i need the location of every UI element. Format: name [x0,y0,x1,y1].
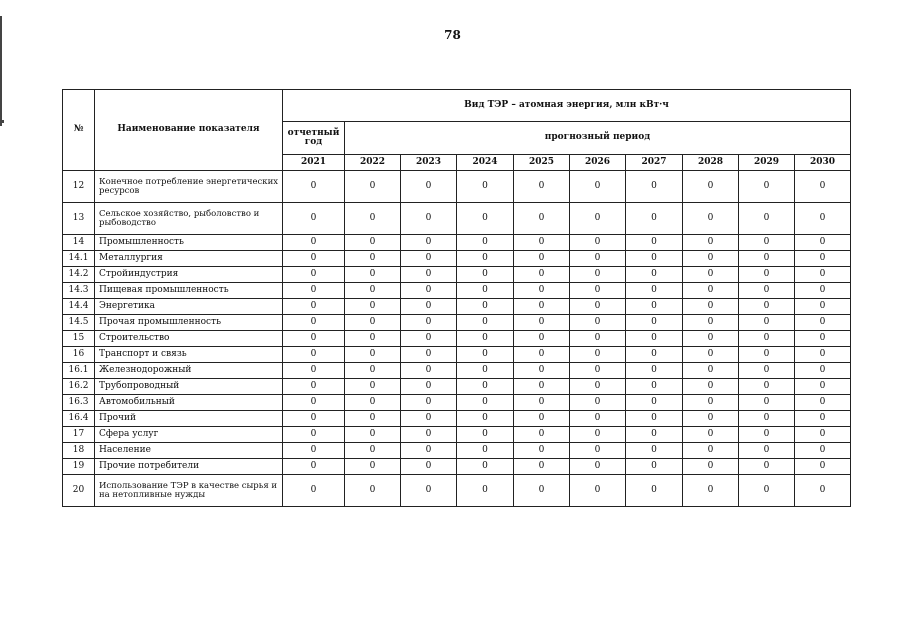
col-header-number: № [63,90,95,171]
value-cell-2022: 0 [345,251,401,267]
table-row [63,347,851,363]
row-label: Промышленность [95,235,283,251]
value-cell-2026: 0 [570,235,626,251]
value-cell-2029: 0 [739,267,795,283]
row-label: Прочий [95,411,283,427]
value-cell-2028: 0 [683,379,739,395]
value-cell-2030: 0 [795,171,851,203]
value-cell-2029: 0 [739,411,795,427]
value-cell-2027: 0 [626,363,683,379]
value-cell-2027: 0 [626,459,683,475]
value-cell-2030: 0 [795,235,851,251]
value-cell-2021: 0 [283,395,345,411]
value-cell-2027: 0 [626,283,683,299]
scan-mark [0,16,2,126]
value-cell-2025: 0 [514,443,570,459]
value-cell-2026: 0 [570,395,626,411]
table-row [63,411,851,427]
value-cell-2024: 0 [457,347,514,363]
row-number: 16.4 [63,411,95,427]
table-body [63,171,851,507]
value-cell-2023: 0 [401,267,457,283]
value-cell-2021: 0 [283,475,345,507]
value-cell-2028: 0 [683,475,739,507]
value-cell-2024: 0 [457,443,514,459]
value-cell-2024: 0 [457,203,514,235]
year-header-2029: 2029 [739,155,795,171]
value-cell-2022: 0 [345,379,401,395]
value-cell-2029: 0 [739,331,795,347]
row-label: Сельское хозяйство, рыболовство и рыбоводство [95,203,283,235]
value-cell-2025: 0 [514,203,570,235]
value-cell-2025: 0 [514,171,570,203]
value-cell-2029: 0 [739,443,795,459]
value-cell-2023: 0 [401,443,457,459]
value-cell-2029: 0 [739,363,795,379]
value-cell-2029: 0 [739,347,795,363]
year-header-2025: 2025 [514,155,570,171]
value-cell-2028: 0 [683,363,739,379]
table-row [63,379,851,395]
value-cell-2026: 0 [570,203,626,235]
row-number: 16 [63,347,95,363]
row-number: 14.2 [63,267,95,283]
value-cell-2028: 0 [683,299,739,315]
row-number: 16.1 [63,363,95,379]
value-cell-2028: 0 [683,443,739,459]
value-cell-2021: 0 [283,443,345,459]
value-cell-2025: 0 [514,347,570,363]
value-cell-2025: 0 [514,379,570,395]
forecast-period-header: прогнозный период [345,122,851,155]
value-cell-2030: 0 [795,299,851,315]
value-cell-2030: 0 [795,427,851,443]
value-cell-2024: 0 [457,427,514,443]
row-label: Транспорт и связь [95,347,283,363]
value-cell-2022: 0 [345,411,401,427]
value-cell-2024: 0 [457,251,514,267]
value-cell-2030: 0 [795,283,851,299]
value-cell-2025: 0 [514,315,570,331]
value-cell-2021: 0 [283,331,345,347]
value-cell-2022: 0 [345,331,401,347]
value-cell-2025: 0 [514,331,570,347]
year-header-2024: 2024 [457,155,514,171]
row-label: Трубопроводный [95,379,283,395]
value-cell-2022: 0 [345,267,401,283]
row-number: 14.3 [63,283,95,299]
value-cell-2024: 0 [457,363,514,379]
value-cell-2028: 0 [683,427,739,443]
value-cell-2023: 0 [401,379,457,395]
value-cell-2021: 0 [283,235,345,251]
value-cell-2027: 0 [626,411,683,427]
value-cell-2021: 0 [283,459,345,475]
value-cell-2026: 0 [570,459,626,475]
value-cell-2024: 0 [457,315,514,331]
table-row [63,251,851,267]
value-cell-2021: 0 [283,171,345,203]
value-cell-2024: 0 [457,235,514,251]
value-cell-2028: 0 [683,203,739,235]
value-cell-2023: 0 [401,299,457,315]
value-cell-2030: 0 [795,251,851,267]
value-cell-2029: 0 [739,299,795,315]
row-number: 17 [63,427,95,443]
value-cell-2029: 0 [739,395,795,411]
value-cell-2023: 0 [401,171,457,203]
value-cell-2030: 0 [795,203,851,235]
value-cell-2025: 0 [514,459,570,475]
value-cell-2029: 0 [739,203,795,235]
value-cell-2022: 0 [345,459,401,475]
year-header-2026: 2026 [570,155,626,171]
value-cell-2027: 0 [626,171,683,203]
year-header-2022: 2022 [345,155,401,171]
value-cell-2029: 0 [739,171,795,203]
value-cell-2024: 0 [457,283,514,299]
value-cell-2028: 0 [683,331,739,347]
value-cell-2029: 0 [739,427,795,443]
value-cell-2021: 0 [283,299,345,315]
row-number: 12 [63,171,95,203]
value-cell-2028: 0 [683,171,739,203]
row-number: 14 [63,235,95,251]
value-cell-2026: 0 [570,299,626,315]
row-label: Использование ТЭР в качестве сырья и на нетопливные нужды [95,475,283,507]
value-cell-2025: 0 [514,363,570,379]
row-number: 13 [63,203,95,235]
value-cell-2023: 0 [401,459,457,475]
value-cell-2025: 0 [514,283,570,299]
value-cell-2027: 0 [626,427,683,443]
value-cell-2029: 0 [739,315,795,331]
value-cell-2024: 0 [457,379,514,395]
value-cell-2030: 0 [795,267,851,283]
value-cell-2024: 0 [457,411,514,427]
value-cell-2027: 0 [626,267,683,283]
value-cell-2022: 0 [345,443,401,459]
data-table [62,89,851,507]
value-cell-2021: 0 [283,347,345,363]
row-label: Конечное потребление энергетических ресурсов [95,171,283,203]
table-row [63,203,851,235]
table-row [63,331,851,347]
page-number: 78 [444,28,461,42]
value-cell-2026: 0 [570,171,626,203]
row-label: Железнодорожный [95,363,283,379]
value-cell-2021: 0 [283,427,345,443]
value-cell-2027: 0 [626,235,683,251]
value-cell-2028: 0 [683,315,739,331]
value-cell-2024: 0 [457,171,514,203]
value-cell-2026: 0 [570,331,626,347]
value-cell-2022: 0 [345,235,401,251]
value-cell-2030: 0 [795,443,851,459]
value-cell-2022: 0 [345,347,401,363]
row-label: Автомобильный [95,395,283,411]
value-cell-2027: 0 [626,315,683,331]
value-cell-2026: 0 [570,315,626,331]
value-cell-2028: 0 [683,235,739,251]
value-cell-2022: 0 [345,299,401,315]
value-cell-2024: 0 [457,459,514,475]
year-header-2027: 2027 [626,155,683,171]
value-cell-2025: 0 [514,411,570,427]
value-cell-2029: 0 [739,379,795,395]
value-cell-2021: 0 [283,251,345,267]
value-cell-2021: 0 [283,283,345,299]
value-cell-2024: 0 [457,299,514,315]
value-cell-2023: 0 [401,475,457,507]
value-cell-2027: 0 [626,443,683,459]
value-cell-2026: 0 [570,379,626,395]
value-cell-2023: 0 [401,395,457,411]
table-row [63,299,851,315]
value-cell-2030: 0 [795,395,851,411]
value-cell-2022: 0 [345,283,401,299]
value-cell-2026: 0 [570,283,626,299]
table-row [63,283,851,299]
value-cell-2024: 0 [457,331,514,347]
value-cell-2028: 0 [683,267,739,283]
value-cell-2023: 0 [401,283,457,299]
value-cell-2024: 0 [457,267,514,283]
scan-mark [0,120,4,123]
table-row [63,459,851,475]
table-row [63,395,851,411]
value-cell-2024: 0 [457,475,514,507]
value-cell-2025: 0 [514,475,570,507]
value-cell-2026: 0 [570,411,626,427]
row-label: Металлургия [95,251,283,267]
row-number: 15 [63,331,95,347]
value-cell-2029: 0 [739,475,795,507]
value-cell-2025: 0 [514,395,570,411]
value-cell-2028: 0 [683,459,739,475]
value-cell-2028: 0 [683,283,739,299]
value-cell-2022: 0 [345,363,401,379]
value-cell-2030: 0 [795,331,851,347]
row-number: 14.5 [63,315,95,331]
value-cell-2023: 0 [401,363,457,379]
value-cell-2023: 0 [401,315,457,331]
value-cell-2030: 0 [795,459,851,475]
table-row [63,235,851,251]
value-cell-2027: 0 [626,475,683,507]
value-cell-2027: 0 [626,331,683,347]
value-cell-2024: 0 [457,395,514,411]
value-cell-2026: 0 [570,347,626,363]
value-cell-2021: 0 [283,203,345,235]
value-cell-2021: 0 [283,363,345,379]
value-cell-2030: 0 [795,315,851,331]
value-cell-2030: 0 [795,411,851,427]
value-cell-2022: 0 [345,395,401,411]
reporting-year-header: отчетный год [283,122,345,155]
value-cell-2029: 0 [739,251,795,267]
value-cell-2022: 0 [345,475,401,507]
row-label: Стройиндустрия [95,267,283,283]
group-header-title: Вид ТЭР – атомная энергия, млн кВт·ч [283,90,851,122]
value-cell-2027: 0 [626,299,683,315]
value-cell-2030: 0 [795,475,851,507]
row-number: 19 [63,459,95,475]
value-cell-2026: 0 [570,443,626,459]
value-cell-2026: 0 [570,475,626,507]
table-row [63,475,851,507]
value-cell-2025: 0 [514,235,570,251]
value-cell-2026: 0 [570,251,626,267]
value-cell-2023: 0 [401,331,457,347]
table-row [63,267,851,283]
value-cell-2027: 0 [626,203,683,235]
value-cell-2029: 0 [739,283,795,299]
row-label: Население [95,443,283,459]
value-cell-2026: 0 [570,363,626,379]
value-cell-2022: 0 [345,315,401,331]
year-header-2028: 2028 [683,155,739,171]
row-label: Сфера услуг [95,427,283,443]
table-row [63,315,851,331]
year-header-2030: 2030 [795,155,851,171]
value-cell-2030: 0 [795,379,851,395]
value-cell-2025: 0 [514,427,570,443]
value-cell-2027: 0 [626,347,683,363]
row-label: Прочая промышленность [95,315,283,331]
col-header-name: Наименование показателя [95,90,283,171]
row-label: Прочие потребители [95,459,283,475]
table-row [63,427,851,443]
value-cell-2021: 0 [283,315,345,331]
value-cell-2022: 0 [345,203,401,235]
value-cell-2022: 0 [345,171,401,203]
value-cell-2023: 0 [401,203,457,235]
value-cell-2030: 0 [795,347,851,363]
table-row [63,443,851,459]
table-row [63,171,851,203]
value-cell-2029: 0 [739,235,795,251]
value-cell-2023: 0 [401,427,457,443]
value-cell-2021: 0 [283,267,345,283]
value-cell-2026: 0 [570,267,626,283]
value-cell-2021: 0 [283,411,345,427]
value-cell-2027: 0 [626,251,683,267]
row-label: Энергетика [95,299,283,315]
value-cell-2028: 0 [683,395,739,411]
value-cell-2025: 0 [514,299,570,315]
value-cell-2027: 0 [626,379,683,395]
value-cell-2028: 0 [683,411,739,427]
value-cell-2028: 0 [683,347,739,363]
year-header-2023: 2023 [401,155,457,171]
row-number: 14.1 [63,251,95,267]
value-cell-2026: 0 [570,427,626,443]
value-cell-2027: 0 [626,395,683,411]
value-cell-2023: 0 [401,251,457,267]
row-label: Пищевая промышленность [95,283,283,299]
value-cell-2021: 0 [283,379,345,395]
value-cell-2023: 0 [401,411,457,427]
value-cell-2023: 0 [401,235,457,251]
value-cell-2030: 0 [795,363,851,379]
table-row [63,363,851,379]
value-cell-2025: 0 [514,251,570,267]
row-number: 20 [63,475,95,507]
row-number: 16.2 [63,379,95,395]
year-header-2021: 2021 [283,155,345,171]
value-cell-2022: 0 [345,427,401,443]
row-label: Строительство [95,331,283,347]
row-number: 18 [63,443,95,459]
row-number: 16.3 [63,395,95,411]
value-cell-2028: 0 [683,251,739,267]
value-cell-2029: 0 [739,459,795,475]
row-number: 14.4 [63,299,95,315]
value-cell-2023: 0 [401,347,457,363]
value-cell-2025: 0 [514,267,570,283]
